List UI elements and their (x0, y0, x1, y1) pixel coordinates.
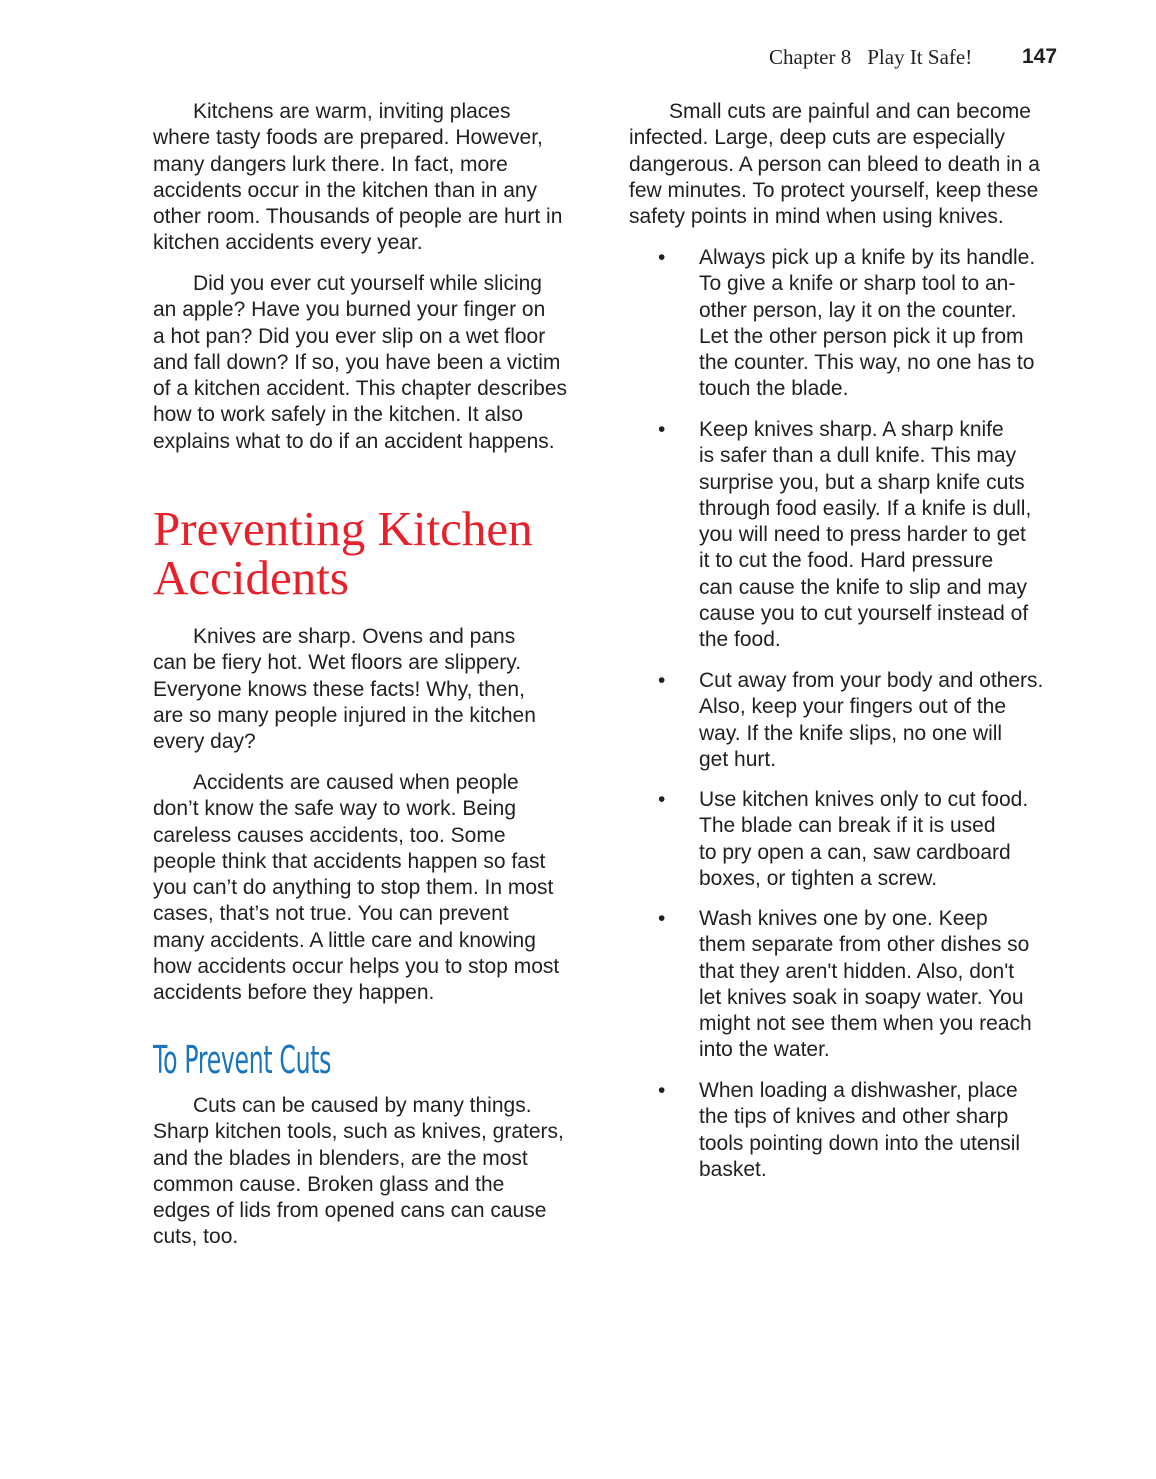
text-line: the counter. This way, no one has to (699, 351, 1035, 375)
bullet-icon: • (658, 246, 666, 269)
text-line: can be fiery hot. Wet floors are slippery. (153, 651, 522, 675)
running-header (769, 45, 972, 70)
text-line: To give a knife or sharp tool to an- (699, 272, 1016, 296)
text-line: into the water. (699, 1038, 830, 1062)
paragraph (153, 99, 562, 257)
text-line: people think that accidents happen so fast (153, 849, 546, 873)
text-line: Everyone knows these facts! Why, then, (153, 677, 525, 701)
chapter-title: Play It Safe! (867, 45, 973, 69)
text-line: accidents occur in the kitchen than in any (153, 178, 538, 202)
text-line: infected. Large, deep cuts are especially (629, 126, 1005, 150)
text-line: Always pick up a knife by its handle. (699, 246, 1036, 269)
text-line: how accidents occur helps you to stop most (153, 955, 560, 979)
text-line: common cause. Broken glass and the (153, 1172, 505, 1196)
bullet-item (699, 1078, 1020, 1183)
paragraph (153, 271, 567, 455)
bullet-icon: • (658, 1079, 666, 1102)
text-line: of a kitchen accident. This chapter describes (153, 377, 568, 401)
text-line: Keep knives sharp. A sharp knife (699, 418, 1004, 441)
text-line: that they aren't hidden. Also, don't (699, 959, 1015, 983)
text-line: an apple? Have you burned your finger on (153, 298, 546, 322)
text-line: explains what to do if an accident happens. (153, 429, 555, 453)
text-line: cases, that’s not true. You can prevent (153, 902, 509, 926)
text-line: edges of lids from opened cans can cause (153, 1199, 547, 1223)
text-line: where tasty foods are prepared. However, (153, 126, 543, 150)
text-line: don’t know the safe way to work. Being (153, 797, 517, 821)
bullet-item (699, 668, 1043, 773)
text-line: and the blades in blenders, are the most (153, 1146, 528, 1170)
paragraph (153, 770, 559, 1007)
text-line: you will need to press harder to get (699, 523, 1026, 547)
text-line: the tips of knives and other sharp (699, 1105, 1009, 1129)
text-line: Knives are sharp. Ovens and pans (193, 625, 516, 648)
bullet-item (699, 787, 1028, 892)
text-line: Use kitchen knives only to cut food. (699, 788, 1029, 811)
page-number: 147 (1022, 45, 1058, 68)
text-line: Let the other person pick it up from (699, 324, 1024, 348)
text-line: Cut away from your body and others. (699, 669, 1044, 692)
text-line: Small cuts are painful and can become (669, 100, 1031, 123)
paragraph (153, 624, 536, 755)
text-line: the food. (699, 628, 781, 652)
text-line: cuts, too. (153, 1225, 239, 1249)
text-line: you can’t do anything to stop them. In most (153, 876, 554, 900)
text-line: Kitchens are warm, inviting places (193, 100, 511, 123)
text-line: and fall down? If so, you have been a victim (153, 350, 561, 374)
text-line: many accidents. A little care and knowing (153, 928, 536, 952)
bullet-icon: • (658, 669, 666, 692)
text-line: dangerous. A person can bleed to death in a (629, 152, 1040, 176)
text-line: them separate from other dishes so (699, 933, 1030, 957)
text-line: Also, keep your fingers out of the (699, 695, 1007, 719)
text-line: how to work safely in the kitchen. It also (153, 403, 524, 427)
bullet-icon: • (658, 418, 666, 441)
text-line: kitchen accidents every year. (153, 231, 423, 255)
text-line: a hot pan? Did you ever slip on a wet floor (153, 324, 546, 348)
text-line: is safer than a dull knife. This may (699, 444, 1017, 468)
text-line: get hurt. (699, 747, 777, 771)
bullet-icon: • (658, 907, 666, 930)
text-line: every day? (153, 730, 256, 754)
text-line: to pry open a can, saw cardboard (699, 840, 1011, 864)
subsection-heading: To Prevent Cuts (153, 1038, 332, 1082)
chapter-label: Chapter 8 (769, 45, 852, 69)
text-line: accidents before they happen. (153, 981, 435, 1005)
text-line: might not see them when you reach (699, 1012, 1032, 1036)
text-line: touch the blade. (699, 377, 849, 401)
text-line: Did you ever cut yourself while slicing (193, 272, 542, 295)
paragraph (629, 99, 1040, 230)
text-line: When loading a dishwasher, place (699, 1079, 1018, 1102)
text-line: careless causes accidents, too. Some (153, 823, 506, 847)
text-line: basket. (699, 1157, 767, 1181)
text-line: The blade can break if it is used (699, 814, 996, 838)
paragraph (153, 1093, 564, 1251)
text-line: cause you to cut yourself instead of (699, 602, 1029, 626)
bullet-icon: • (658, 788, 666, 811)
text-line: through food easily. If a knife is dull, (699, 496, 1032, 520)
text-line: way. If the knife slips, no one will (699, 721, 1003, 745)
bullet-item (699, 417, 1031, 654)
text-line: Sharp kitchen tools, such as knives, graters, (153, 1120, 564, 1144)
text-line: tools pointing down into the utensil (699, 1131, 1021, 1155)
text-line: other person, lay it on the counter. (699, 298, 1017, 322)
section-heading-line: Accidents (153, 550, 349, 605)
text-line: few minutes. To protect yourself, keep these (629, 178, 1039, 202)
text-line: Accidents are caused when people (193, 771, 519, 794)
text-line: safety points in mind when using knives. (629, 205, 1004, 229)
bullet-item (699, 906, 1032, 1064)
text-line: other room. Thousands of people are hurt in (153, 205, 563, 229)
text-line: Wash knives one by one. Keep (699, 907, 988, 930)
text-line: Cuts can be caused by many things. (193, 1094, 532, 1117)
text-line: are so many people injured in the kitchen (153, 703, 536, 727)
text-line: let knives soak in soapy water. You (699, 985, 1024, 1009)
text-line: many dangers lurk there. In fact, more (153, 152, 508, 176)
text-line: surprise you, but a sharp knife cuts (699, 470, 1025, 494)
text-line: boxes, or tighten a screw. (699, 866, 938, 890)
section-heading-line: Preventing Kitchen (153, 501, 533, 556)
section-heading (153, 501, 533, 605)
text-line: can cause the knife to slip and may (699, 575, 1028, 599)
text-line: it to cut the food. Hard pressure (699, 549, 994, 573)
bullet-item (699, 245, 1035, 403)
